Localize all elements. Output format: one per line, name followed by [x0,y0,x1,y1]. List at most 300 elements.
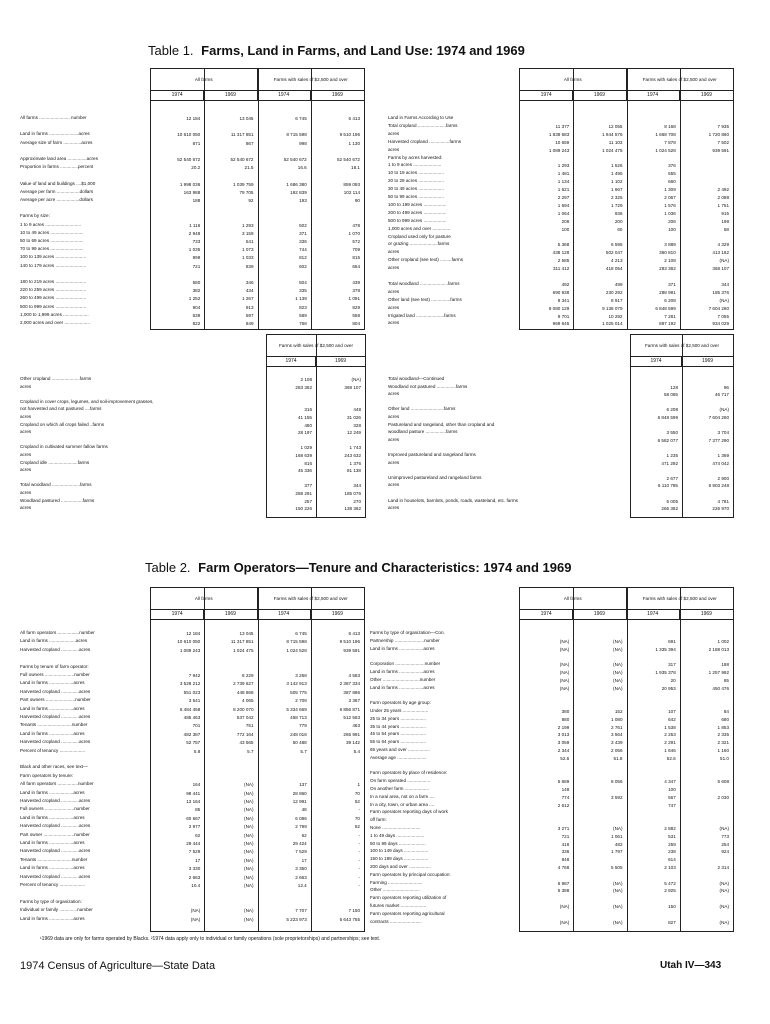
t1-lower-left-stub [20,376,266,516]
header-year-1974: 1974 [631,357,682,366]
cell-value: 13 045 [239,116,254,121]
cell-value: 6 413 [348,116,360,121]
cell-value: 18.1 [351,165,360,171]
cell-value: (NA) [719,826,729,831]
cell-value: 1 039 759 [233,181,254,187]
cell-value: 772 164 [236,731,254,737]
cell-value: 3 889 [664,242,676,248]
row-label: Total woodland ......................farms [20,482,92,488]
cell-value: 311 412 [552,266,570,272]
cell-value: 8 341 [557,297,570,303]
cell-value: 2 948 [188,230,201,236]
cell-value: 939 591 [712,147,729,153]
row-label: Value of land and buildings ....$1,000 [20,180,96,186]
cell-value: 773 [721,833,729,839]
row-label: Average per acre ..................dollars [20,197,93,202]
cell-value: 52 540 672 [283,157,307,162]
cell-value: 7 529 [188,849,201,855]
cell-value: 100 [668,787,676,792]
cell-value: 1 089 243 [179,647,201,653]
row-label: Land in farms .....................acres [20,638,88,644]
cell-value: 387 886 [343,689,360,695]
cell-value: 416 [561,841,570,847]
cell-value: 360 810 [659,250,676,256]
header-year-1969: 1969 [331,611,343,618]
cell-value: 8 056 [611,779,623,785]
cell-value: 7 281 [664,313,676,319]
cell-value: 829 [352,304,360,310]
header-year-1969: 1969 [573,91,626,100]
cell-value: 804 [352,321,360,326]
row-label: All farm operators ................number [20,781,94,787]
cell-value: 344 [353,483,361,489]
cell-value: 7 529 [295,849,307,855]
cell-value: 502 047 [605,250,623,256]
cell-value: 1 935 378 [655,670,676,675]
cell-value: 1 029 [300,445,312,451]
cell-value: 51.8 [613,755,623,761]
row-label: None .............................. [370,825,421,830]
cell-value: 4 213 [611,258,623,264]
cell-value: 52 [354,799,360,804]
cell-value: 188 [192,198,201,203]
row-label: 260 to 499 acres ........................ [20,295,87,301]
cell-value: 999 [192,255,201,261]
cell-value: (NA) [244,782,254,788]
row-label: Full owners .......................number [20,672,90,677]
cell-value: 1 495 [611,171,623,177]
cell-value: 859 093 [343,181,360,187]
cell-value: 52.6 [666,755,676,761]
cell-value: 100 [668,226,676,232]
header-year-1974: 1974 [258,610,311,619]
cell-value: 5 223 973 [286,916,307,922]
cell-value: 849 [245,321,254,326]
cell-value: 17 [301,857,307,863]
row-label: Black and other races, see text— [20,764,88,770]
cell-value: 150 [668,904,676,909]
cell-value: 1 116 [189,222,201,228]
cell-value: 1 257 992 [708,670,729,675]
cell-value: 60 [617,226,623,232]
cell-value: 265 991 [343,731,360,737]
cell-value: 185 376 [712,289,729,295]
row-label: Land in Farms According to Use [388,115,454,120]
row-label: Cropland in cover crops, legumes, and soil-improvement grasses, [20,398,154,404]
cell-value: 137 [299,782,307,788]
row-label: 45 to 54 years .................... [370,731,426,737]
cell-value: 2 882 [664,826,676,831]
cell-value: 1 024 475 [602,147,623,153]
cell-value: 17 [195,857,201,863]
cell-value: (NA) [244,916,254,922]
cell-value: 380 [561,709,570,714]
row-label: futures market .................... [370,903,427,908]
cell-value: 6 848 599 [655,305,676,311]
cell-value: 7 707 [295,908,307,914]
cell-value: 2 325 [611,195,623,200]
cell-value: 1 743 [349,445,361,451]
cell-value: 198 [721,218,729,224]
header-year-1974: 1974 [520,91,573,100]
row-label: Total cropland ......................farms [388,122,458,128]
header-year-1969: 1969 [701,358,714,365]
cell-value: 827 [668,919,676,925]
cell-value: 317 [668,662,676,668]
cell-value: 8 200 070 [233,706,254,712]
row-label: Proportion in farms ..............percent [20,164,94,170]
cell-value: 8 229 [242,673,254,678]
cell-value: 450 476 [712,685,729,691]
row-label: Harvested cropland ..............acres [20,848,91,854]
cell-value: 448 868 [236,689,254,695]
row-label: acres [388,482,400,488]
cell-value: 492 [561,281,570,287]
cell-value: 12 055 [608,123,623,129]
cell-value: 1 002 [717,638,729,644]
row-label: acres [20,429,32,435]
cell-value: - [358,832,360,838]
t1-lower-right-grid [630,334,734,518]
cell-value: 691 [668,638,676,644]
row-label: Under 25 years .................... [370,708,429,713]
cell-value: 904 [192,304,201,310]
cell-value: (NA) [244,883,254,888]
cell-value: 823 [299,304,307,310]
header-year-1969: 1969 [331,92,343,99]
cell-value: 589 [299,312,307,318]
cell-value: 1 526 [611,163,623,169]
row-label: Farms by size: [20,213,50,219]
cell-value: 418 054 [605,266,623,272]
cell-value: 512 563 [343,715,360,720]
row-label: Land in farms ...................acres [20,915,85,921]
cell-value: 1 667 [611,187,623,193]
cell-value: 150 226 [295,506,312,512]
row-label: acres [20,467,32,473]
header-all-farms: All farms [520,69,627,91]
row-label: 70 to 99 acres .......................... [20,246,84,252]
cell-value: 10 292 [608,313,623,319]
row-label: Part owner ........................number [20,831,90,837]
cell-value: 368 107 [344,384,361,390]
row-label: Other land (see text) ...............farms [388,296,462,302]
cell-value: 2 387 334 [339,681,360,687]
row-label: On another farm ................... [370,786,429,791]
header-year-1969: 1969 [700,92,712,99]
cell-value: 12 249 [346,430,361,436]
cell-value: 4 583 [348,673,360,678]
cell-value: 998 [299,140,307,146]
cell-value: 913 [245,304,254,310]
cell-value: (NA) [244,849,254,855]
row-label: Tenants ...........................number [20,722,88,728]
cell-value: (NA) [559,646,570,652]
cell-value: 2 056 [611,748,623,753]
cell-value: 6 110 785 [657,483,678,489]
cell-value: (NA) [613,646,623,652]
cell-value: 1 024 528 [286,647,307,653]
cell-value: 328 [353,422,361,428]
row-label: Total woodland ......................farms [388,280,460,286]
cell-value: 1 064 [557,210,570,216]
cell-value: 463 [352,723,360,729]
cell-value: 458 713 [290,715,307,720]
cell-value: (NA) [613,662,623,668]
header-all-farms: All farms [520,588,627,610]
cell-value: (NA) [613,880,623,886]
cell-value: 335 [299,288,307,294]
cell-value: 10 659 [555,139,570,145]
cell-value: 768 [299,321,307,326]
row-label: 500 to 999 acres .................. [388,217,447,223]
cell-value: 12 184 [186,116,201,121]
cell-value: 45 336 [297,468,312,474]
cell-value: 439 [352,280,360,285]
row-label: Cropland used only for pasture [388,233,451,239]
cell-value: 16.6 [297,165,307,171]
cell-value: 90 [354,198,360,203]
cell-value: (NA) [559,919,570,925]
cell-value: 10 610 050 [177,639,201,645]
cell-value: 5.7 [247,748,254,754]
cell-value: 2 761 [611,724,623,730]
cell-value: 2 663 [295,874,307,880]
cell-value: 336 [299,239,307,244]
row-label: All farm operators .................number [20,630,95,635]
row-label: Farms by acres harvested: [388,154,443,160]
cell-value: 1 033 [242,255,254,261]
cell-value: 96 [723,384,729,390]
cell-value: (NA) [559,662,570,668]
row-label: 180 to 219 acres ........................ [20,279,87,284]
cell-value: 1 369 [717,453,729,458]
cell-value: 193 [299,198,307,203]
cell-value: 660 [668,179,676,185]
cell-value: (NA) [244,815,254,821]
header-sales-2500: Farms with sales of $2,500 and over [258,588,365,610]
row-label: Harvested cropland ..............acres [20,873,91,879]
cell-value: 6 595 [611,242,623,248]
row-label: not harvested and not pastured ....farms [20,406,102,412]
t2-left-grid [150,587,365,932]
cell-value: 3 330 [188,866,201,872]
cell-value: - [358,883,360,888]
cell-value: 867 [245,140,254,146]
cell-value: 52 [354,824,360,830]
cell-value: 226 970 [712,506,729,512]
cell-value: 9 701 [557,313,570,319]
row-label: 100 to 139 acres ........................ [20,254,87,260]
cell-value: (NA) [719,258,729,264]
row-label: acres [388,459,400,465]
cell-value: 28 197 [297,430,312,436]
row-label: Land in farms .......................acres [20,131,90,137]
cell-value: 2 067 [664,195,676,200]
cell-value: 9 510 196 [339,132,360,138]
cell-value: (NA) [559,685,570,691]
cell-value: 1 [357,782,360,788]
cell-value: 2 585 [557,258,570,264]
cell-value: (NA) [613,904,623,909]
cell-value: 1 729 [611,202,623,208]
row-label: 50 to 99 acres .................... [388,194,444,199]
cell-value: 5 334 669 [286,706,307,712]
cell-value: 597 [245,312,254,318]
row-label: Land in farms ...................acres [20,730,85,736]
cell-value: (NA) [244,832,254,838]
row-label: 200 to 499 acres .................. [388,209,447,215]
row-label: 50 to 69 acres .......................... [20,238,84,243]
cell-value: 482 387 [183,731,201,737]
row-label: Farm operators reporting utilization of [370,895,447,901]
cell-value: 28 860 [292,790,307,796]
cell-value: 1 944 576 [602,131,623,137]
row-label: Harvested cropland ..............acres [20,714,91,719]
row-label: Land in farms ...................acres [370,645,435,651]
cell-value: 243 632 [344,453,361,458]
cell-value: (NA) [613,826,623,831]
cell-value: 4 781 [717,498,729,504]
row-label: Other land ..........................farms [388,406,456,412]
cell-value: 1 024 475 [233,647,254,653]
row-label: 1 to 9 acres ...................... [388,162,442,168]
cell-value: 602 [299,263,307,269]
cell-value: 6 856 871 [339,706,360,712]
t1-left-stub [20,115,150,330]
cell-value: 11 317 851 [230,132,254,138]
header-year-1969: 1969 [204,91,257,100]
cell-value: 2 291 [664,740,676,746]
t1-lower-left-grid [266,334,366,518]
cell-value: 1 070 [348,230,360,236]
cell-value: 1 024 528 [655,147,676,153]
row-label: 20 to 29 acres .................... [388,178,444,184]
cell-value: 5 505 [611,865,623,870]
cell-value: 4 065 [242,698,254,704]
header-sales-2500: Farms with sales of $2,500 and over [267,335,365,357]
cell-value: 50 488 [292,740,307,746]
cell-value: 733 [192,239,201,244]
cell-value: 6 745 [295,631,307,636]
row-label: Land in farms ...................acres [20,814,85,820]
cell-value: 7 942 [188,673,201,678]
cell-value: 6 903 248 [708,483,729,489]
cell-value: 11 103 [608,139,623,145]
row-label: Average size of farm ..............acres [20,139,93,145]
cell-value: 1 160 [717,748,729,753]
row-label: Percent of tenancy .................... [20,747,86,753]
cell-value: 2 612 [557,802,570,808]
row-label: Harvested cropland ..............acres [20,646,91,652]
cell-value: 6 582 077 [657,437,678,443]
cell-value: 238 [668,849,676,855]
cell-value: 2 335 [717,732,729,738]
cell-value: 2 030 [717,794,729,800]
row-label: Farms by tenure of farm operator: [20,663,89,669]
cell-value: 6 848 599 [657,415,678,420]
cell-value: 2 708 [295,698,307,704]
cell-value: (NA) [559,670,570,675]
cell-value: (NA) [719,297,729,303]
cell-value: 29 444 [186,841,201,846]
row-label: Other cropland ......................farms [20,376,92,381]
cell-value: 85 [195,807,201,813]
row-label: 50 to 99 days ..................... [370,840,426,846]
cell-value: 6 484 458 [179,706,201,712]
table2-title: Table 2. Farm Operators—Tenure and Characteristics: 1974 and 1969 [145,560,572,575]
cell-value: 3 550 [666,430,678,436]
cell-value: 1 080 [611,716,623,722]
row-label: acres [388,505,400,511]
cell-value: 779 [299,723,307,729]
cell-value: 107 [668,709,676,714]
row-label: acres [388,265,400,271]
row-label: 55 to 64 years .................... [370,739,426,745]
cell-value: 1 073 [242,247,254,253]
cell-value: 1 130 [348,140,360,146]
cell-value: 148 [561,787,570,792]
cell-value: 200 [614,218,623,224]
row-label: Land in farms ...................acres [20,865,85,871]
cell-value: 2 108 [664,258,676,264]
cell-value: 13 164 [186,799,201,804]
row-label: acres [388,391,400,397]
cell-value: 1 838 683 [548,131,570,137]
row-label: off farm: [370,817,387,823]
row-label: Part owners .......................number [20,697,91,703]
row-label: 100 to 199 acres .................. [388,201,447,207]
cell-value: 4 329 [717,242,729,248]
cell-value: 934 029 [712,321,729,327]
cell-value: 346 [245,280,254,285]
cell-value: 9 138 079 [602,305,623,311]
cell-value: 504 [299,280,307,285]
cell-value: (NA) [559,677,570,683]
cell-value: 680 [721,716,729,722]
cell-value: 266 382 [661,506,678,512]
cell-value: 7 502 [717,139,729,145]
cell-value: 774 [561,794,570,800]
cell-value: 58 [723,226,729,232]
cell-value: 1 025 014 [602,321,623,327]
cell-value: 344 [721,281,729,287]
row-label: 140 to 179 acres ........................ [20,262,87,268]
cell-value: 60 667 [186,815,201,821]
header-year-1969: 1969 [573,610,626,619]
row-label: 35 to 44 years .................... [370,723,426,729]
cell-value: 2 739 627 [233,681,254,687]
cell-value: (NA) [244,874,254,880]
cell-value: 551 023 [183,689,201,695]
cell-value: 1 538 [664,724,676,730]
cell-value: 1 267 [242,296,254,302]
header-year-1974: 1974 [267,357,316,366]
cell-value: 5 472 [664,880,676,886]
cell-value: 642 [668,716,676,722]
cell-value: 4 347 [664,779,676,785]
cell-value: 8 917 [611,297,623,303]
cell-value: 376 [668,163,676,169]
cell-value: 7 150 [348,908,360,914]
cell-value: 92 [248,198,254,203]
cell-value: (NA) [613,685,623,691]
cell-value: 1 335 394 [655,646,676,652]
cell-value: 2 297 [557,195,570,200]
cell-value: 20 [670,677,676,683]
cell-value: 471 292 [661,460,678,466]
cell-value: 138 362 [344,506,361,512]
